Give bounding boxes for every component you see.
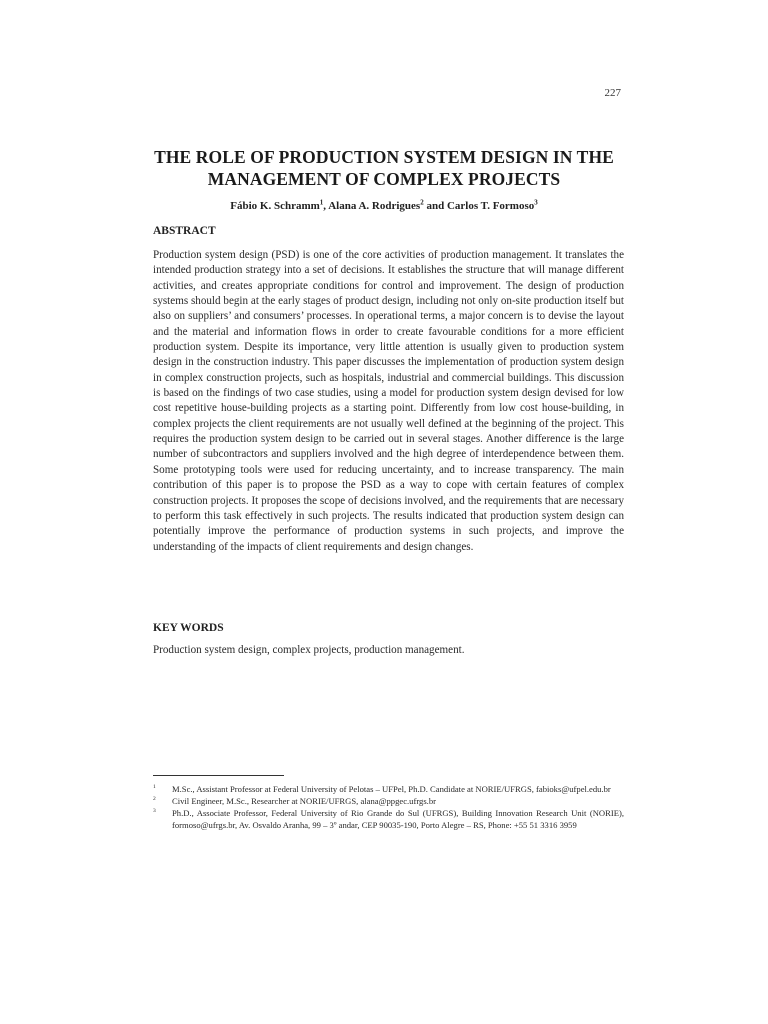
author-separator: , bbox=[323, 200, 329, 212]
footnote-mark: 3 bbox=[153, 808, 156, 815]
keywords-heading: KEY WORDS bbox=[153, 622, 224, 634]
paper-title: THE ROLE OF PRODUCTION SYSTEM DESIGN IN THE MANAGEMENT OF COMPLEX PROJECTS bbox=[154, 147, 614, 189]
author-name: Alana A. Rodrigues bbox=[328, 200, 421, 212]
abstract-text: Production system design (PSD) is one of the core activities of production management. It translates the intended production strategy into a set of decisions. It establishes the structure that will manage different activities, and creates appropriate conditions for control and improvement. The design of production systems should begin at the early stages of product design, including not only on-site production itself but also on suppliers’ and consumers’ processes. In operational terms, a major concern is to devise the layout and the material and information flows in order to create favourable conditions for a more efficient production system. Despite its importance, very little attention is usually given to production system design in the construction industry. This paper discusses the implementation of production system design in complex construction projects, such as hospitals, industrial and commercial buildings. This discussion is based on the findings of two case studies, using a model for production system design devised for low cost repetitive house-building projects as a starting point. Differently from low cost house-building, in complex projects the client requirements are not usually well defined at the beginning of the project. This requires the production system design to be carried out in several stages. Another difference is the large number of subcontractors and suppliers involved and the high degree of interdependence between them. Some prototyping tools were used for reducing uncertainty, and to increase transparency. The main contribution of this paper is to propose the PSD as a way to cope with certain features of complex construction projects. It proposes the scope of decisions involved, and the requirements that are necessary to perform this task effectively in such projects. The results indicated that production system design can potentially improve the performance of production systems in such projects, and improve the understanding of the impacts of client requirements and design changes. bbox=[153, 249, 624, 553]
footnote-mark: 2 bbox=[153, 796, 156, 803]
footnote bbox=[153, 807, 624, 831]
keywords-text: Production system design, complex projects, production management. bbox=[153, 644, 465, 656]
footnote bbox=[153, 783, 624, 795]
page-number: 227 bbox=[604, 87, 621, 99]
footnote-mark: 1 bbox=[153, 784, 156, 790]
author-name: Carlos T. Formoso bbox=[446, 200, 535, 212]
author-name: Fábio K. Schramm bbox=[230, 200, 320, 212]
author-separator: and bbox=[423, 200, 447, 212]
author-footnote-mark: 1 bbox=[319, 198, 324, 207]
author-footnote-mark: 2 bbox=[420, 198, 424, 207]
footnote-text: Civil Engineer, M.Sc., Researcher at NORIE/UFRGS, alana@ppgec.ufrgs.br bbox=[172, 796, 436, 807]
author-line bbox=[120, 200, 648, 212]
footnote bbox=[153, 795, 624, 807]
footnotes bbox=[153, 783, 624, 831]
footnote-divider bbox=[153, 775, 284, 776]
abstract-heading: ABSTRACT bbox=[153, 225, 216, 237]
author-footnote-mark: 3 bbox=[534, 198, 538, 207]
footnote-text: Ph.D., Associate Professor, Federal University of Rio Grande do Sul (UFRGS), Building Innovation Research Unit (NORIE), formoso@ufrgs.br, Av. Osvaldo Aranha, 99 – 3º andar, CEP 90035-190, Porto Alegre – RS, Phone: +55 51 3316 3959 bbox=[172, 808, 624, 831]
footnote-text: M.Sc., Assistant Professor at Federal University of Pelotas – UFPel, Ph.D. Candidate at NORIE/UFRGS, fabioks@ufpel.edu.br bbox=[172, 784, 611, 794]
